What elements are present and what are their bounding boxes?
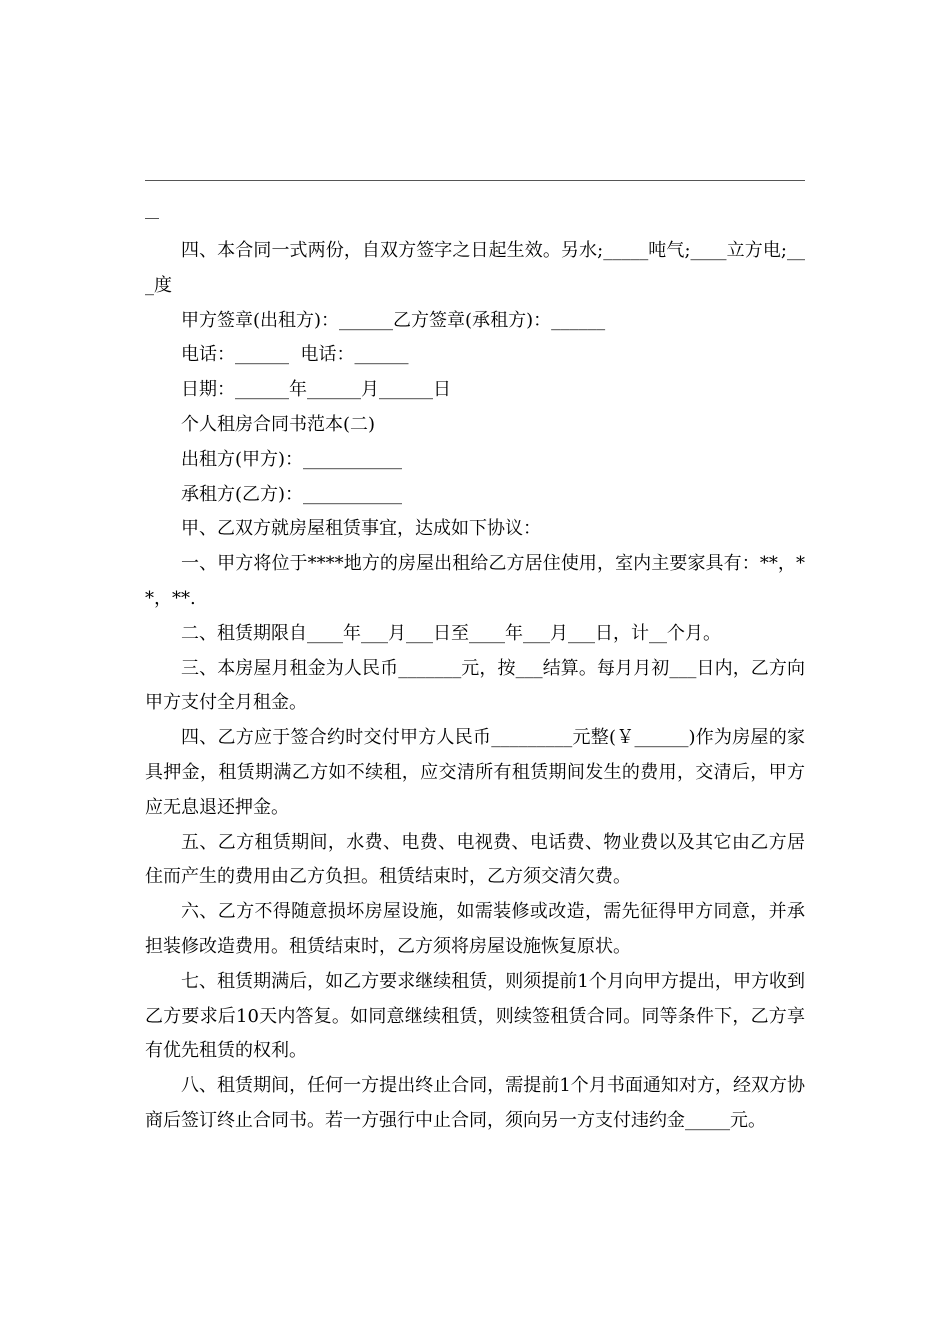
clause-6: 六、乙方不得随意损坏房屋设施，如需装修或改造，需先征得甲方同意，并承担装修改造费用。租赁结束时，乙方须将房屋设施恢复原状。 xyxy=(145,901,805,957)
signature-line: 甲方签章(出租方)：______乙方签章(承租方)：______ xyxy=(181,309,606,331)
clause-4-effective: 四、本合同一式两份，自双方签字之日起生效。另水;_____吨气;____立方电;___度 xyxy=(145,240,805,296)
section-title: 个人租房合同书范本(二) xyxy=(181,413,376,435)
date-line: 日期：______年______月______日 xyxy=(181,379,451,401)
clause-2: 二、租赁期限自____年___月___日至____年___月___日，计__个月。 xyxy=(181,622,721,644)
phone-line: 电话：______ 电话：______ xyxy=(181,344,409,366)
clause-4: 四、乙方应于签合约时交付甲方人民币_________元整(￥______)作为房屋的家具押金，租赁期满乙方如不续租，应交清所有租赁期间发生的费用，交清后，甲方应无息退还押金。 xyxy=(145,727,805,818)
clause-3: 三、本房屋月租金为人民币_______元，按___结算。每月月初___日内，乙方向甲方支付全月租金。 xyxy=(145,657,805,714)
lessor-line: 出租方(甲方)：___________ xyxy=(181,448,403,470)
contract-body xyxy=(145,234,805,1139)
agreement-intro: 甲、乙双方就房屋租赁事宜，达成如下协议： xyxy=(181,518,541,540)
lessee-line: 承租方(乙方)：___________ xyxy=(181,483,403,505)
top-rule xyxy=(145,180,805,181)
clause-8: 八、租赁期间，任何一方提出终止合同，需提前1个月书面通知对方，经双方协商后签订终止合同书。若一方强行中止合同，须向另一方支付违约金_____元。 xyxy=(145,1075,805,1131)
clause-1: 一、甲方将位于****地方的房屋出租给乙方居住使用，室内主要家具有：**，**，**. xyxy=(145,553,805,609)
clause-5: 五、乙方租赁期间，水费、电费、电视费、电话费、物业费以及其它由乙方居住而产生的费用由乙方负担。租赁结束时，乙方须交清欠费。 xyxy=(145,831,805,888)
rule-tail xyxy=(145,218,159,219)
clause-7: 七、租赁期满后，如乙方要求继续租赁，则须提前1个月向甲方提出，甲方收到乙方要求后10天内答复。如同意继续租赁，则续签租赁合同。同等条件下，乙方享有优先租赁的权利。 xyxy=(145,970,805,1062)
